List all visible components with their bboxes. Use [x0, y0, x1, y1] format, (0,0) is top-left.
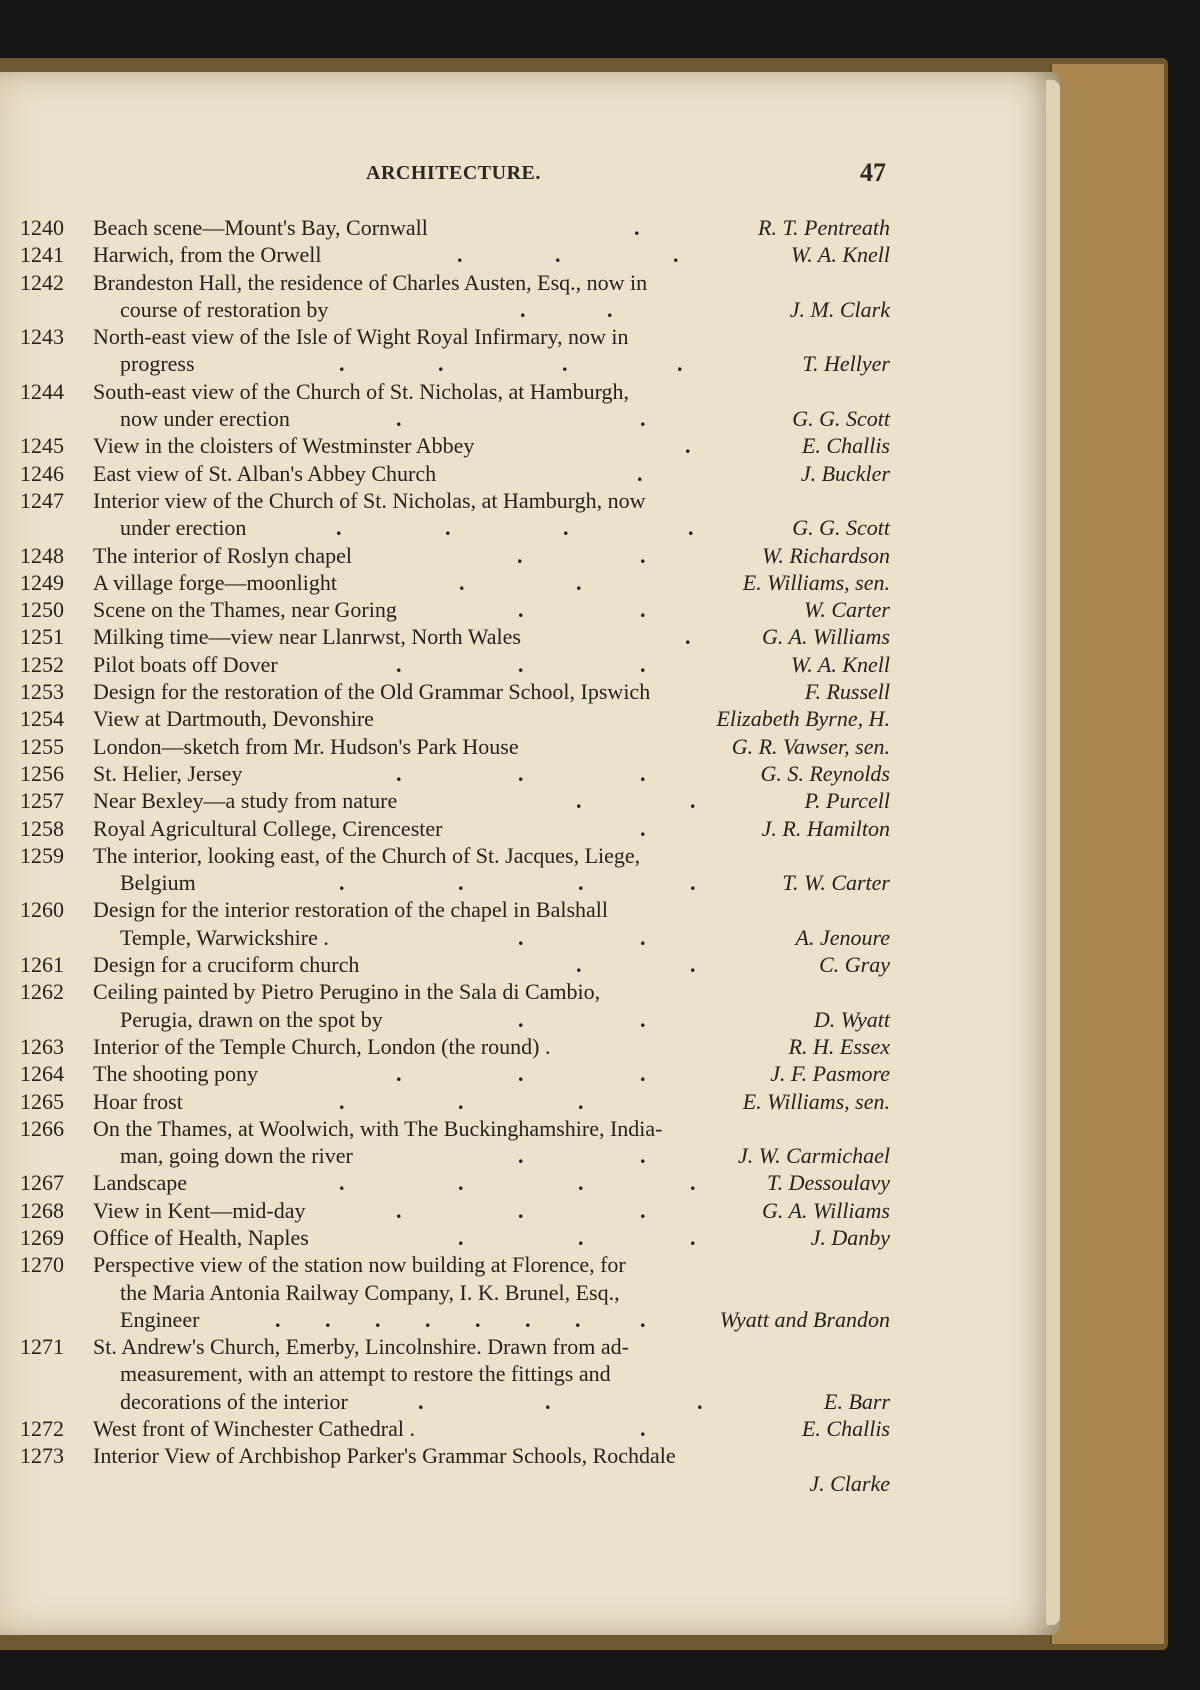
entry-number: 1251: [20, 624, 64, 650]
leader-dot: .: [396, 760, 402, 786]
entry-artist: Wyatt and Brandon: [719, 1306, 890, 1332]
catalogue-entry-row: [0, 1197, 1060, 1224]
leader-dot: .: [518, 1006, 524, 1032]
entry-artist: G. A. Williams: [762, 1197, 890, 1223]
leader-dot: .: [640, 924, 646, 950]
catalogue-entry-row: [0, 1088, 1060, 1115]
leader-dot: .: [518, 1061, 524, 1087]
entry-number: 1266: [20, 1115, 64, 1141]
entry-title: West front of Winchester Cathedral .: [93, 1416, 415, 1442]
entry-number: 1268: [20, 1197, 64, 1223]
leader-dot: .: [475, 1306, 481, 1332]
leader-dot: .: [418, 1388, 424, 1414]
entry-artist: Elizabeth Byrne, H.: [716, 706, 890, 732]
catalogue-entry-row: [0, 405, 1060, 432]
leader-dot: .: [685, 433, 691, 459]
entry-title: under erection: [120, 515, 247, 541]
entry-number: 1244: [20, 378, 64, 404]
entry-artist: T. Hellyer: [802, 351, 890, 377]
leader-dot: .: [458, 870, 464, 896]
catalogue-entry-row: [0, 705, 1060, 732]
entry-title: Engineer: [120, 1306, 200, 1332]
entry-artist: D. Wyatt: [813, 1006, 890, 1032]
leader-dot: .: [396, 406, 402, 432]
entry-artist: P. Purcell: [804, 788, 890, 814]
catalogue-entry-row: [0, 1060, 1060, 1087]
leader-dot: .: [339, 351, 345, 377]
leader-dot: .: [339, 1170, 345, 1196]
leader-dot: .: [562, 351, 568, 377]
catalogue-entry-row: [0, 1442, 1060, 1469]
leader-dot: .: [640, 651, 646, 677]
leader-dot: .: [518, 651, 524, 677]
leader-dot: .: [578, 1088, 584, 1114]
catalogue-entry-row: [0, 1306, 1060, 1333]
catalogue-entry-row: [0, 569, 1060, 596]
catalogue-entry-row: [0, 542, 1060, 569]
leader-dot: .: [576, 788, 582, 814]
leader-dot: .: [518, 1197, 524, 1223]
entry-artist: J. Danby: [810, 1224, 890, 1250]
catalogue-entry-row: [0, 378, 1060, 405]
catalogue-entry-row: [0, 1033, 1060, 1060]
leader-dot: .: [518, 1143, 524, 1169]
entry-number: 1260: [20, 897, 64, 923]
entry-title: Hoar frost: [93, 1088, 183, 1114]
entry-title: North-east view of the Isle of Wight Royal Infirmary, now in: [93, 324, 629, 350]
leader-dot: .: [545, 1388, 551, 1414]
leader-dot: .: [677, 351, 683, 377]
catalogue-entry-row: [0, 760, 1060, 787]
entry-artist: E. Barr: [824, 1388, 890, 1414]
entry-number: 1269: [20, 1224, 64, 1250]
catalogue-entry-row: [0, 241, 1060, 268]
entry-artist: T. Dessoulavy: [766, 1170, 890, 1196]
entry-title: Interior View of Archbishop Parker's Grammar Schools, Rochdale: [93, 1443, 676, 1469]
leader-dot: .: [640, 1306, 646, 1332]
entry-number: 1250: [20, 597, 64, 623]
leader-dot: .: [520, 296, 526, 322]
entry-title: View in Kent—mid-day: [93, 1197, 306, 1223]
leader-dot: .: [690, 1170, 696, 1196]
entry-number: 1261: [20, 952, 64, 978]
entry-artist: C. Gray: [819, 952, 890, 978]
entry-artist: E. Williams, sen.: [742, 569, 890, 595]
entry-number: 1267: [20, 1170, 64, 1196]
entry-number: 1247: [20, 487, 64, 513]
entry-title: London—sketch from Mr. Hudson's Park House: [93, 733, 519, 759]
catalogue-entry-row: [0, 1333, 1060, 1360]
leader-dot: .: [458, 1224, 464, 1250]
entry-title: On the Thames, at Woolwich, with The Buckinghamshire, India-: [93, 1115, 663, 1141]
entry-number: 1272: [20, 1416, 64, 1442]
leader-dot: .: [339, 870, 345, 896]
catalogue-entry-row: [0, 487, 1060, 514]
entry-title: Ceiling painted by Pietro Perugino in the Sala di Cambio,: [93, 979, 601, 1005]
entry-title: Royal Agricultural College, Cirencester: [93, 815, 443, 841]
leader-dot: .: [576, 569, 582, 595]
running-head: ARCHITECTURE.: [366, 162, 541, 184]
leader-dot: .: [690, 952, 696, 978]
catalogue-entry-row: [0, 1142, 1060, 1169]
leader-dot: .: [438, 351, 444, 377]
entry-artist: J. Clarke: [809, 1470, 890, 1496]
catalogue-entry-row: [0, 514, 1060, 541]
entry-title: Interior view of the Church of St. Nicholas, at Hamburgh, now: [93, 487, 646, 513]
page-header: [0, 158, 1060, 194]
leader-dot: .: [517, 542, 523, 568]
entry-title: decorations of the interior: [120, 1388, 348, 1414]
leader-dot: .: [336, 515, 342, 541]
entry-title: Scene on the Thames, near Goring: [93, 597, 397, 623]
catalogue-entry-row: [0, 1251, 1060, 1278]
leader-dot: .: [445, 515, 451, 541]
leader-dot: .: [640, 815, 646, 841]
entry-number: 1256: [20, 760, 64, 786]
entry-number: 1273: [20, 1443, 64, 1469]
entry-title: man, going down the river: [120, 1143, 353, 1169]
catalogue-entry-row: [0, 460, 1060, 487]
leader-dot: .: [607, 296, 613, 322]
catalogue-entry-row: [0, 1115, 1060, 1142]
entry-number: 1264: [20, 1061, 64, 1087]
entry-number: 1265: [20, 1088, 64, 1114]
catalogue-entry-row: [0, 1388, 1060, 1415]
entry-title: Design for a cruciform church: [93, 952, 360, 978]
entry-title: Landscape: [93, 1170, 188, 1196]
leader-dot: .: [518, 760, 524, 786]
leader-dot: .: [673, 242, 679, 268]
entry-title: Brandeston Hall, the residence of Charles Austen, Esq., now in: [93, 269, 648, 295]
entry-title: St. Andrew's Church, Emerby, Lincolnshire. Drawn from ad-: [93, 1334, 629, 1360]
entry-artist: R. H. Essex: [788, 1033, 890, 1059]
leader-dot: .: [578, 1170, 584, 1196]
leader-dot: .: [690, 788, 696, 814]
leader-dot: .: [578, 870, 584, 896]
entry-artist: E. Williams, sen.: [742, 1088, 890, 1114]
entry-title: Office of Health, Naples: [93, 1224, 309, 1250]
entry-title: A village forge—moonlight: [93, 569, 338, 595]
entry-artist: G. S. Reynolds: [760, 760, 890, 786]
leader-dot: .: [690, 870, 696, 896]
leader-dot: .: [459, 569, 465, 595]
entry-artist: G. G. Scott: [792, 406, 890, 432]
leader-dot: .: [525, 1306, 531, 1332]
entry-title: The interior of Roslyn chapel: [93, 542, 353, 568]
leader-dot: .: [634, 215, 640, 240]
entry-artist: T. W. Carter: [782, 870, 890, 896]
entry-title: Harwich, from the Orwell: [93, 242, 322, 268]
entry-artist: J. Buckler: [800, 460, 890, 486]
entry-title: Design for the interior restoration of the chapel in Balshall: [93, 897, 609, 923]
leader-dot: .: [396, 1197, 402, 1223]
catalogue-entry-row: [0, 296, 1060, 323]
entry-artist: E. Challis: [801, 433, 890, 459]
entry-number: 1248: [20, 542, 64, 568]
catalogue-entry-row: [0, 787, 1060, 814]
entry-title: Near Bexley—a study from nature: [93, 788, 398, 814]
leader-dot: .: [640, 542, 646, 568]
catalogue-entry-row: [0, 269, 1060, 296]
entry-title: the Maria Antonia Railway Company, I. K. Brunel, Esq.,: [120, 1279, 620, 1305]
entry-title: East view of St. Alban's Abbey Church: [93, 460, 437, 486]
catalogue-entry-row: [0, 1279, 1060, 1306]
catalogue-entry-row: [0, 1360, 1060, 1387]
leader-dot: .: [640, 406, 646, 432]
page-number: 47: [860, 158, 886, 187]
entry-number: 1243: [20, 324, 64, 350]
leader-dot: .: [518, 597, 524, 623]
leader-dot: .: [396, 1061, 402, 1087]
entry-number: 1252: [20, 651, 64, 677]
entry-number: 1262: [20, 979, 64, 1005]
leader-dot: .: [458, 1170, 464, 1196]
entry-number: 1257: [20, 788, 64, 814]
entry-number: 1263: [20, 1033, 64, 1059]
leader-dot: .: [375, 1306, 381, 1332]
catalogue-entry-row: [0, 869, 1060, 896]
leader-dot: .: [575, 1306, 581, 1332]
entry-number: 1255: [20, 733, 64, 759]
catalogue-entry-row: [0, 1006, 1060, 1033]
entry-number: 1240: [20, 215, 64, 240]
leader-dot: .: [640, 1143, 646, 1169]
leader-dot: .: [688, 515, 694, 541]
catalogue-entry-row: [0, 1224, 1060, 1251]
leader-dot: .: [339, 1088, 345, 1114]
leader-dot: .: [275, 1306, 281, 1332]
entry-number: 1258: [20, 815, 64, 841]
leader-dot: .: [425, 1306, 431, 1332]
catalogue-entry-row: [0, 1415, 1060, 1442]
leader-dot: .: [563, 515, 569, 541]
leader-dot: .: [396, 651, 402, 677]
entry-title: Perspective view of the station now building at Florence, for: [93, 1252, 626, 1278]
entry-artist: G. A. Williams: [762, 624, 890, 650]
entry-number: 1246: [20, 460, 64, 486]
entry-title: Interior of the Temple Church, London (the round) .: [93, 1033, 551, 1059]
entry-title: View in the cloisters of Westminster Abbey: [93, 433, 475, 459]
leader-dot: .: [640, 1061, 646, 1087]
entry-number: 1245: [20, 433, 64, 459]
entry-artist: J. F. Pasmore: [770, 1061, 890, 1087]
entry-artist: E. Challis: [801, 1416, 890, 1442]
entry-title: measurement, with an attempt to restore the fittings and: [120, 1361, 611, 1387]
entry-title: The shooting pony: [93, 1061, 258, 1087]
leader-dot: .: [640, 1416, 646, 1442]
entry-number: 1259: [20, 842, 64, 868]
leader-dot: .: [690, 1224, 696, 1250]
leader-dot: .: [697, 1388, 703, 1414]
catalogue-entry-row: [0, 1470, 1060, 1497]
entry-title: Pilot boats off Dover: [93, 651, 278, 677]
leader-dot: .: [637, 460, 643, 486]
entry-title: Belgium: [120, 870, 196, 896]
entry-title: The interior, looking east, of the Church of St. Jacques, Liege,: [93, 842, 641, 868]
catalogue-entry-row: [0, 651, 1060, 678]
catalogue-entry-row: [0, 924, 1060, 951]
leader-dot: .: [640, 1197, 646, 1223]
catalogue-entries: [0, 214, 1060, 1497]
catalogue-entry-row: [0, 350, 1060, 377]
catalogue-entry-row: [0, 842, 1060, 869]
entry-number: 1271: [20, 1334, 64, 1360]
entry-title: Beach scene—Mount's Bay, Cornwall: [93, 215, 428, 240]
leader-dot: .: [576, 952, 582, 978]
catalogue-entry-row: [0, 432, 1060, 459]
catalogue-entry-row: [0, 815, 1060, 842]
leader-dot: .: [325, 1306, 331, 1332]
entry-number: 1254: [20, 706, 64, 732]
entry-number: 1242: [20, 269, 64, 295]
entry-title: View at Dartmouth, Devonshire: [93, 706, 374, 732]
entry-number: 1241: [20, 242, 64, 268]
entry-title: St. Helier, Jersey: [93, 760, 243, 786]
leader-dot: .: [458, 1088, 464, 1114]
entry-title: Perugia, drawn on the spot by: [120, 1006, 383, 1032]
entry-title: South-east view of the Church of St. Nicholas, at Hamburgh,: [93, 378, 630, 404]
entry-artist: W. Richardson: [762, 542, 890, 568]
leader-dot: .: [555, 242, 561, 268]
entry-title: Design for the restoration of the Old Grammar School, Ipswich: [93, 679, 651, 705]
entry-artist: W. A. Knell: [790, 651, 890, 677]
catalogue-entry-row: [0, 596, 1060, 623]
entry-title: Milking time—view near Llanrwst, North Wales: [93, 624, 521, 650]
entry-title: now under erection: [120, 406, 290, 432]
catalogue-entry-row: [0, 678, 1060, 705]
leader-dot: .: [685, 624, 691, 650]
catalogue-entry-row: [0, 733, 1060, 760]
catalogue-entry-row: [0, 323, 1060, 350]
entry-title: Temple, Warwickshire .: [120, 924, 329, 950]
entry-artist: A. Jenoure: [795, 924, 890, 950]
entry-number: 1249: [20, 569, 64, 595]
entry-title: progress: [120, 351, 195, 377]
catalogue-entry-row: [0, 623, 1060, 650]
leader-dot: .: [640, 1006, 646, 1032]
entry-artist: G. G. Scott: [792, 515, 890, 541]
entry-number: 1253: [20, 679, 64, 705]
entry-artist: R. T. Pentreath: [758, 215, 890, 240]
entry-artist: W. Carter: [804, 597, 890, 623]
leader-dot: .: [640, 597, 646, 623]
entry-title: course of restoration by: [120, 296, 329, 322]
leader-dot: .: [518, 924, 524, 950]
entry-artist: W. A. Knell: [790, 242, 890, 268]
leader-dot: .: [640, 760, 646, 786]
cover-cloth-edge: [1050, 64, 1164, 1644]
catalogue-entry-row: [0, 978, 1060, 1005]
entry-artist: J. R. Hamilton: [761, 815, 890, 841]
catalogue-entry-row: [0, 896, 1060, 923]
catalogue-entry-row: [0, 1169, 1060, 1196]
entry-number: 1270: [20, 1252, 64, 1278]
entry-artist: G. R. Vawser, sen.: [731, 733, 890, 759]
catalogue-entry-row: [0, 951, 1060, 978]
catalogue-entry-row: [0, 214, 1060, 241]
entry-artist: J. W. Carmichael: [738, 1143, 890, 1169]
leader-dot: .: [578, 1224, 584, 1250]
entry-artist: J. M. Clark: [789, 296, 890, 322]
entry-artist: F. Russell: [804, 679, 890, 705]
leader-dot: .: [457, 242, 463, 268]
